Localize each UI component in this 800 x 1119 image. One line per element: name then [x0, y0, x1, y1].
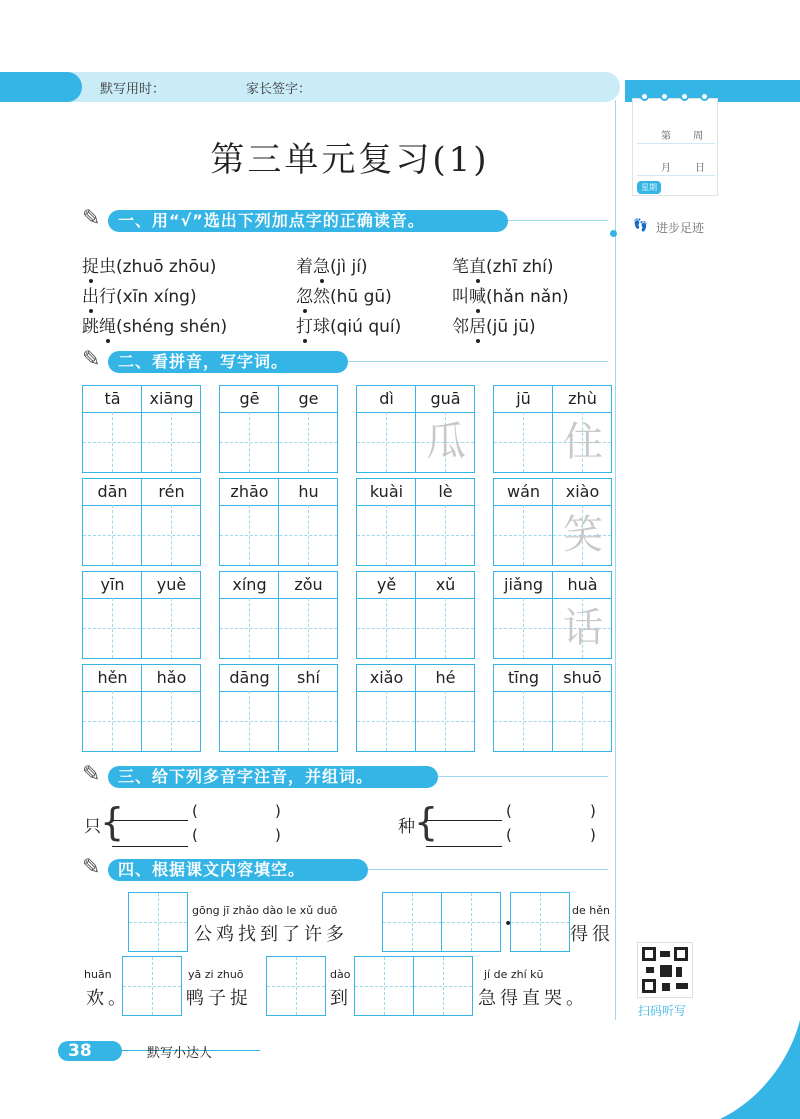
pinyin-b: hé	[435, 668, 456, 687]
writing-grid[interactable]	[219, 571, 338, 659]
pinyin-blank[interactable]	[112, 820, 188, 821]
answer-box[interactable]	[510, 892, 570, 952]
brace-icon: {	[100, 800, 125, 844]
pinyin-b: xiào	[565, 482, 600, 501]
writing-grid[interactable]	[356, 385, 475, 473]
writing-grid[interactable]	[493, 385, 612, 473]
hanzi-text: 欢。	[86, 988, 130, 1009]
reading-item: 叫喊(hǎn nǎn)	[452, 287, 569, 307]
pinyin-a: yīn	[100, 575, 125, 594]
pinyin-a: zhāo	[230, 482, 269, 501]
hanzi-text: 急得直哭。	[478, 988, 588, 1009]
binder-ring-icon	[680, 92, 689, 101]
qr-code[interactable]	[637, 942, 693, 998]
paren-open: (	[192, 826, 198, 844]
reading-item: 出行(xīn xíng)	[82, 287, 197, 307]
section-3-title: 三、给下列多音字注音，并组词。	[118, 767, 374, 786]
hanzi-text: 得很	[570, 924, 614, 945]
pinyin-b: rén	[158, 482, 185, 501]
writing-grid[interactable]	[493, 478, 612, 566]
section-1-title: 一、用“√”选出下列加点字的正确读音。	[118, 211, 425, 230]
paren-close: )	[275, 826, 281, 844]
reading-item: 着急(jì jí)	[296, 257, 368, 277]
reading-item: 打球(qiú quí)	[296, 317, 402, 337]
pinyin-blank[interactable]	[426, 846, 502, 847]
writing-grid[interactable]	[82, 385, 201, 473]
paren-close: )	[590, 802, 596, 820]
trace-character: 笑	[563, 512, 603, 558]
answer-box[interactable]	[413, 956, 473, 1016]
pinyin-a: jū	[516, 389, 531, 408]
pinyin-b: zhù	[568, 389, 597, 408]
trace-character: 住	[563, 419, 603, 465]
brace-icon: {	[414, 800, 439, 844]
pinyin-text: yā zi zhuō	[188, 968, 244, 981]
day-label: 日	[695, 163, 705, 174]
pinyin-b: hu	[298, 482, 319, 501]
pinyin-b: shí	[297, 668, 320, 687]
pencil-note-icon: ✎	[82, 347, 101, 372]
reading-item: 笔直(zhī zhí)	[452, 257, 554, 277]
page-number: 38	[58, 1041, 122, 1061]
footprint-icon: 👣	[633, 218, 648, 232]
polyphone-char-2: 种	[398, 817, 415, 837]
pinyin-a: wán	[506, 482, 541, 501]
pencil-note-icon: ✎	[82, 762, 101, 787]
polyphone-char-1: 只	[84, 817, 101, 837]
section-4-title: 四、根据课文内容填空。	[118, 860, 306, 879]
writing-grid[interactable]	[82, 664, 201, 752]
corner-decoration	[720, 1020, 800, 1119]
pinyin-b: huà	[567, 575, 598, 594]
weekday-badge: 星期	[637, 181, 661, 194]
hanzi-text: 到	[330, 988, 352, 1009]
pinyin-text: de hěn	[572, 904, 610, 917]
pinyin-a: tā	[104, 389, 121, 408]
pinyin-b: lè	[438, 482, 453, 501]
pinyin-a: gē	[239, 389, 260, 408]
pinyin-a: dì	[379, 389, 394, 408]
writing-grid[interactable]	[219, 664, 338, 752]
answer-box[interactable]	[128, 892, 188, 952]
header-accent	[0, 72, 82, 102]
pinyin-a: dāng	[229, 668, 270, 687]
paren-open: (	[506, 802, 512, 820]
pinyin-text: huān	[84, 968, 112, 981]
week-prefix: 第	[661, 131, 671, 142]
pinyin-b: zǒu	[294, 575, 323, 594]
answer-box[interactable]	[266, 956, 326, 1016]
writing-grid[interactable]	[356, 664, 475, 752]
pinyin-blank[interactable]	[112, 846, 188, 847]
pinyin-a: xiǎo	[369, 668, 404, 687]
pencil-note-icon: ✎	[82, 206, 101, 231]
pinyin-a: dān	[97, 482, 128, 501]
pencil-note-icon: ✎	[82, 855, 101, 880]
pinyin-b: xǔ	[435, 575, 456, 594]
trace-character: 瓜	[426, 419, 466, 465]
answer-box[interactable]	[441, 892, 501, 952]
paren-open: (	[506, 826, 512, 844]
binder-ring-icon	[700, 92, 709, 101]
dictation-time-label: 默写用时：	[100, 82, 166, 97]
section-2-header	[0, 347, 620, 373]
section-1-header	[0, 206, 620, 232]
section-3-header	[0, 762, 620, 788]
reading-item: 邻居(jū jū)	[452, 317, 536, 337]
paren-close: )	[275, 802, 281, 820]
pinyin-b: hǎo	[156, 668, 187, 687]
writing-grid[interactable]	[356, 478, 475, 566]
pinyin-a: hěn	[97, 668, 128, 687]
writing-grid[interactable]	[493, 664, 612, 752]
reading-item: 跳绳(shéng shén)	[82, 317, 228, 337]
writing-grid[interactable]	[219, 385, 338, 473]
reading-item: 忽然(hū gū)	[296, 287, 392, 307]
section-2-title: 二、看拼音，写字词。	[118, 352, 289, 371]
pinyin-b: yuè	[156, 575, 187, 594]
parent-signature-label: 家长签字：	[246, 82, 312, 97]
reading-item: 捉虫(zhuō zhōu)	[82, 257, 217, 277]
writing-grid[interactable]	[82, 571, 201, 659]
hanzi-text: 公鸡找到了许多	[194, 924, 348, 945]
writing-grid[interactable]	[82, 478, 201, 566]
hanzi-text: 鸭子捉	[186, 988, 252, 1009]
pinyin-blank[interactable]	[426, 820, 502, 821]
section-4-header	[0, 855, 620, 881]
writing-grid[interactable]	[493, 571, 612, 659]
answer-box[interactable]	[382, 892, 442, 952]
pinyin-b: shuō	[563, 668, 602, 687]
pinyin-b: guā	[430, 389, 461, 408]
page-title: 第三单元复习(1)	[210, 140, 490, 180]
pinyin-a: jiǎng	[504, 575, 543, 594]
pinyin-a: kuài	[369, 482, 404, 501]
answer-box[interactable]	[354, 956, 414, 1016]
pinyin-text: jí de zhí kū	[484, 968, 544, 981]
dot-mark: •	[504, 916, 513, 932]
pinyin-a: yě	[376, 575, 397, 594]
pinyin-b: xiāng	[149, 389, 194, 408]
paren-open: (	[192, 802, 198, 820]
binder-ring-icon	[640, 92, 649, 101]
pinyin-b: ge	[298, 389, 319, 408]
paren-close: )	[590, 826, 596, 844]
book-title: 默写小达人	[147, 1046, 213, 1061]
pinyin-text: dào	[330, 968, 351, 981]
progress-label: 进步足迹	[656, 221, 705, 235]
margin-divider	[615, 100, 616, 1020]
binder-ring-icon	[660, 92, 669, 101]
writing-grid[interactable]	[356, 571, 475, 659]
pinyin-text: gōng jī zhǎo dào le xǔ duō	[192, 904, 338, 917]
writing-grid[interactable]	[219, 478, 338, 566]
answer-box[interactable]	[122, 956, 182, 1016]
qr-label: 扫码听写	[638, 1004, 687, 1018]
pinyin-a: tīng	[507, 668, 539, 687]
week-suffix: 周	[693, 131, 703, 142]
month-label: 月	[661, 163, 671, 174]
pinyin-a: xíng	[232, 575, 267, 594]
trace-character: 话	[563, 605, 603, 651]
